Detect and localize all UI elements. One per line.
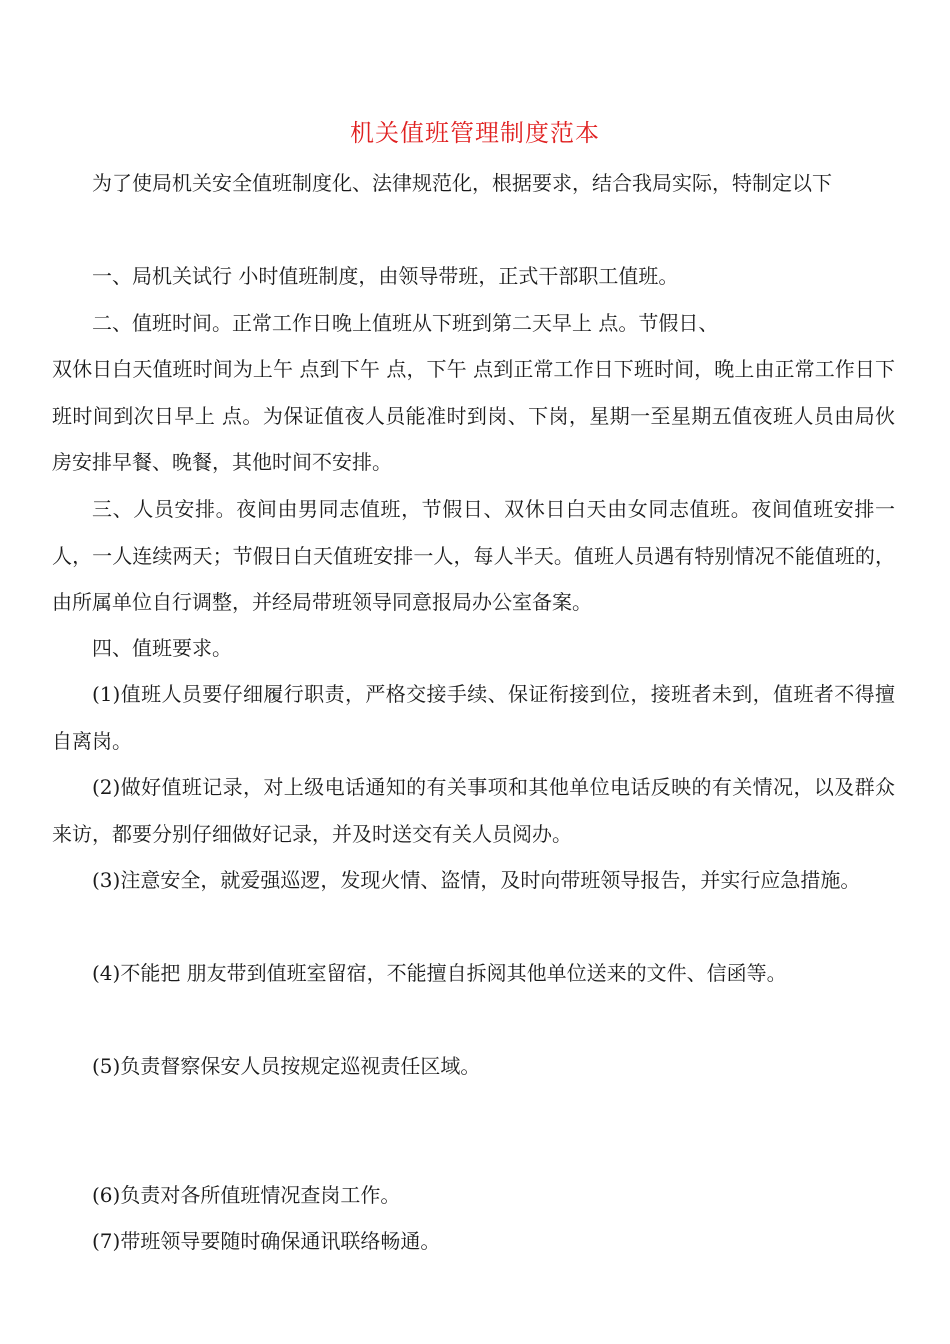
paragraph-requirement-3: (3)注意安全，就爱强巡逻，发现火情、盗情，及时向带班领导报告，并实行应急措施。 bbox=[92, 868, 861, 892]
paragraph-requirement-2: (2)做好值班记录，对上级电话通知的有关事项和其他单位电话反映的有关情况，以及群众来访，都要分别仔细做好记录，并及时送交有关人员阅办。 bbox=[52, 775, 895, 846]
paragraph-requirement-5: (5)负责督察保安人员按规定巡视责任区域。 bbox=[92, 1054, 481, 1078]
paragraph-intro: 为了使局机关安全值班制度化、法律规范化，根据要求，结合我局实际，特制定以下 bbox=[92, 171, 832, 195]
paragraph-requirement-6: (6)负责对各所值班情况查岗工作。 bbox=[92, 1183, 401, 1207]
paragraph-item-4: 四、值班要求。 bbox=[92, 636, 232, 660]
paragraph-item-2: 二、值班时间。正常工作日晚上值班从下班到第二天早上 点。节假日、 bbox=[92, 311, 719, 335]
paragraph-item-1: 一、局机关试行 小时值班制度，由领导带班，正式干部职工值班。 bbox=[92, 264, 679, 288]
paragraph-requirement-4: (4)不能把 朋友带到值班室留宿，不能擅自拆阅其他单位送来的文件、信函等。 bbox=[92, 961, 787, 985]
paragraph-item-3: 三、人员安排。夜间由男同志值班，节假日、双休日白天由女同志值班。夜间值班安排一人，一人连续两天；节假日白天值班安排一人，每人半天。值班人员遇有特别情况不能值班的，由所属单位自行调整，并经局带班领导同意报局办公室备案。 bbox=[52, 497, 895, 614]
document-title: 机关值班管理制度范本 bbox=[350, 119, 600, 147]
paragraph-requirement-1: (1)值班人员要仔细履行职责，严格交接手续、保证衔接到位，接班者未到，值班者不得擅自离岗。 bbox=[52, 682, 895, 753]
paragraph-requirement-7: (7)带班领导要随时确保通讯联络畅通。 bbox=[92, 1229, 441, 1253]
paragraph-item-2-continued: 双休日白天值班时间为上午 点到下午 点，下午 点到正常工作日下班时间，晚上由正常工作日下班时间到次日早上 点。为保证值夜人员能准时到岗、下岗，星期一至星期五值夜班人员由局伙房安排早餐、晚餐，其他时间不安排。 bbox=[52, 357, 895, 474]
